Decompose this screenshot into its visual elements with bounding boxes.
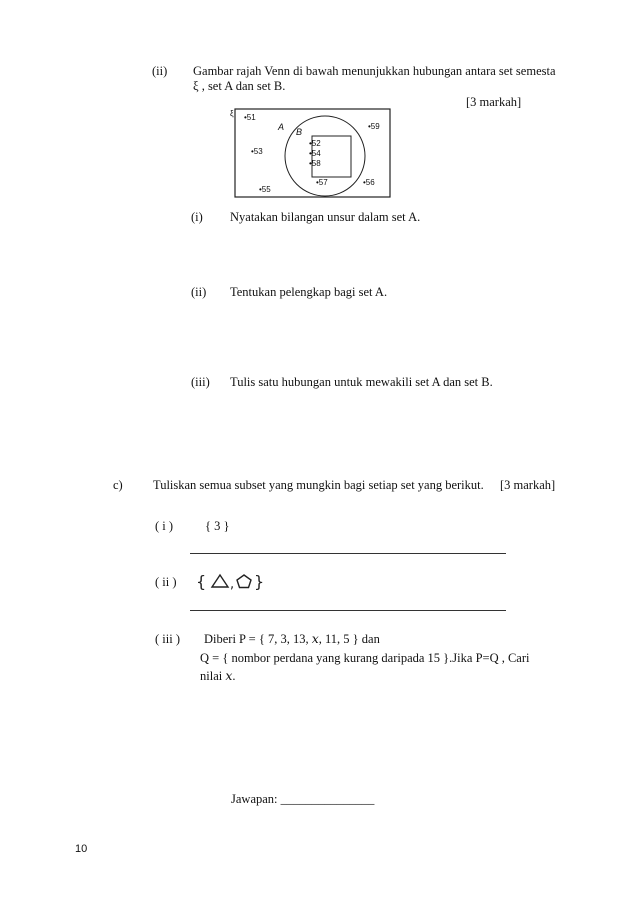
question-text-line1: Gambar rajah Venn di bawah menunjukkan hubungan antara set semesta bbox=[193, 64, 556, 78]
svg-text:{: { bbox=[196, 572, 207, 591]
element-52: •52 bbox=[309, 139, 321, 148]
sub-question-text: Nyatakan bilangan unsur dalam set A. bbox=[230, 210, 421, 224]
question-text-line1: Diberi P = { 7, 3, 13, 𝑥, 11, 5 } dan bbox=[204, 632, 380, 646]
question-text-line3: nilai 𝑥. bbox=[200, 669, 236, 683]
universal-set-label: ξ bbox=[230, 109, 234, 118]
item-number: ( i ) bbox=[155, 519, 174, 533]
svg-text:}: } bbox=[254, 572, 265, 591]
item-number: ( iii ) bbox=[155, 632, 180, 646]
page-number: 10 bbox=[75, 843, 88, 855]
element-59: •59 bbox=[368, 122, 380, 131]
question-number: c) bbox=[113, 478, 123, 492]
element-54: •54 bbox=[309, 149, 321, 158]
element-58: •58 bbox=[309, 159, 321, 168]
question-number: (ii) bbox=[152, 64, 168, 78]
set-i: { 3 } bbox=[205, 519, 230, 533]
answer-line[interactable] bbox=[190, 610, 506, 611]
sub-question-text: Tulis satu hubungan untuk mewakili set A dan set B. bbox=[230, 375, 493, 389]
question-text-line2: ξ , set A dan set B. bbox=[193, 79, 286, 93]
answer-label[interactable]: Jawapan: _______________ bbox=[231, 792, 375, 806]
marks-label: [3 markah] bbox=[500, 478, 556, 492]
sub-question-text: Tentukan pelengkap bagi set A. bbox=[230, 285, 388, 299]
element-57: •57 bbox=[316, 178, 328, 187]
set-ii-symbols bbox=[196, 572, 265, 592]
pentagon-icon bbox=[237, 575, 251, 588]
svg-text:,: , bbox=[230, 577, 235, 592]
sub-question-number: (ii) bbox=[191, 285, 207, 299]
element-55: •55 bbox=[259, 185, 271, 194]
answer-line[interactable] bbox=[190, 553, 506, 554]
element-51: •51 bbox=[244, 113, 256, 122]
set-b-label: B bbox=[296, 127, 303, 137]
question-text: Tuliskan semua subset yang mungkin bagi setiap set yang berikut. bbox=[153, 478, 484, 492]
venn-diagram bbox=[230, 106, 392, 200]
set-a-label: A bbox=[278, 122, 285, 132]
element-56: •56 bbox=[363, 178, 375, 187]
sub-question-number: (i) bbox=[191, 210, 203, 224]
triangle-icon bbox=[212, 575, 228, 587]
sub-question-number: (iii) bbox=[191, 375, 210, 389]
question-text-line2: Q = { nombor perdana yang kurang daripada 15 }.Jika P=Q , Cari bbox=[200, 651, 530, 665]
marks-label: [3 markah] bbox=[466, 95, 522, 109]
element-53: •53 bbox=[251, 147, 263, 156]
item-number: ( ii ) bbox=[155, 575, 177, 589]
